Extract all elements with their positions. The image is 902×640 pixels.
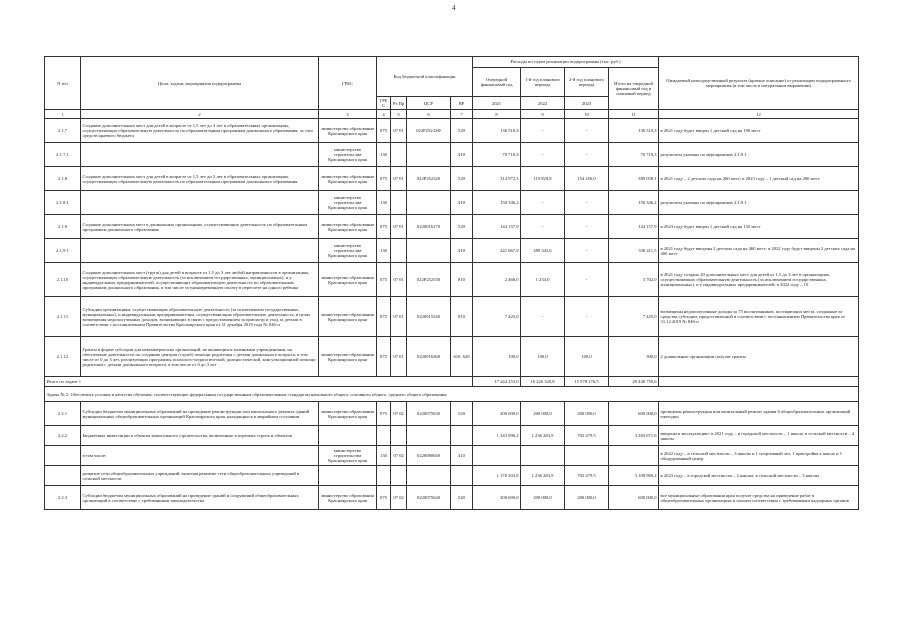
table-row	[45, 167, 859, 191]
cell-vr: 410	[451, 446, 473, 466]
cell-res: проведены реконструкция или капитальный ремонт здания 6 общеобразовательных организаций ежегодно	[659, 402, 859, 426]
cell-g: 075	[377, 337, 391, 377]
cell-goal	[81, 239, 319, 263]
cell-res: введены в эксплуатацию: в 2021 году – в городской местности – 1 школа, в сельской местности – 4 школы	[659, 426, 859, 446]
cell-res: в 2023 году – в городской местности – 2 школы, в сельской местности – 3 школы	[659, 466, 859, 486]
cell-grbs: министерство образования Красноярского края	[319, 297, 377, 337]
cell-res: возмещены недополученные доходы за 75 воспитанников, посещающих места, созданные за средства субсидии, предоставленной в соответствии с постановлением Правительства края от 31.12.2019 № 846-п	[659, 297, 859, 337]
cell-vr: 410	[451, 143, 473, 167]
total-y3: 15 978 176,5	[565, 377, 609, 387]
cell-y3: 154 256,0	[565, 167, 609, 191]
cell-y3: -	[565, 191, 609, 215]
cell-res: в 2021 году – 2 детских сада на 260 мест; в 2023 году – 1 детский сад на 200 мест	[659, 167, 859, 191]
cell-rz: 07 01	[391, 215, 407, 239]
column-numbers-row	[45, 110, 859, 119]
cell-num	[45, 446, 81, 466]
cell-num	[45, 466, 81, 486]
cell-y1	[473, 446, 521, 466]
cell-y3: 702 479,5	[565, 426, 609, 446]
cell-num: 2.1.9.1	[45, 239, 81, 263]
cell-g: 075	[377, 402, 391, 426]
cell-num: 2.2.3	[45, 486, 81, 510]
cell-grbs: министерство образования Красноярского края	[319, 486, 377, 510]
cell-rz	[391, 143, 407, 167]
cell-y2: -	[521, 143, 565, 167]
cell-tot: 70 710,3	[609, 143, 659, 167]
cell-tot: 3 108 969,2	[609, 466, 659, 486]
cell-csr: 0220075630	[407, 402, 451, 426]
cell-y2: 119 829,8	[521, 167, 565, 191]
cell-res: в 2022 году – в сельской местности – 3 школы и 1 спортивный зал, 1 пристройка к школе и 1 оборудованный центр	[659, 446, 859, 466]
cell-res: в 2021 году будет введен 1 детский сад на 190 мест	[659, 119, 859, 143]
cell-g: 075	[377, 215, 391, 239]
cell-goal	[81, 143, 319, 167]
colnum: 6	[407, 110, 451, 119]
header-num: N п/п	[45, 57, 81, 110]
cell-y2: -	[521, 297, 565, 337]
table-row	[45, 297, 859, 337]
cell-y3: 200 000,0	[565, 402, 609, 426]
cell-tot: 7 425,0	[609, 297, 659, 337]
header-year-2021: 2021	[473, 97, 521, 110]
colnum: 8	[473, 110, 521, 119]
cell-vr	[451, 466, 473, 486]
cell-csr	[407, 239, 451, 263]
section-row	[45, 387, 859, 402]
cell-vr: 810	[451, 297, 473, 337]
cell-grbs: министерство образования Красноярского края	[319, 167, 377, 191]
colnum: 3	[319, 110, 377, 119]
cell-g: 130	[377, 143, 391, 167]
cell-vr: 410	[451, 239, 473, 263]
cell-vr: 520	[451, 215, 473, 239]
cell-res: в 2021 году создано 20 дополнительных мест для детей от 1,5 до 3 лет в организациях, осуществляющих образовательную деятельность (за исключением государственных, муниципальных), и у индивидуальных предпринимателей; в 2022 году – 10	[659, 263, 859, 297]
cell-vr: 810	[451, 263, 473, 297]
cell-rz	[391, 191, 407, 215]
cell-vr: 520	[451, 167, 473, 191]
cell-g	[377, 466, 391, 486]
page-number: 4	[452, 4, 456, 12]
table-row	[45, 486, 859, 510]
header-row-top	[45, 57, 859, 68]
cell-y3: 200 000,0	[565, 486, 609, 510]
cell-g: 130	[377, 239, 391, 263]
cell-num: 2.1.7.1	[45, 143, 81, 167]
colnum: 9	[521, 110, 565, 119]
cell-grbs	[319, 466, 377, 486]
cell-grbs: министерство строительства Красноярского края	[319, 143, 377, 167]
cell-goal: Субсидии бюджетам муниципальных образований на проведение реконструкции или капитального ремонта зданий муниципальных общеобразовательных организаций Красноярского края, находящихся в аварийном состоянии	[81, 402, 319, 426]
cell-goal: Гранты в форме субсидии для некоммерческих организаций, не являющихся казенными учреждениями, на обеспечение деятельности по созданию центров (служб) помощи родителям с детьми дошкольного возраста, в том числе от 0 до 3 лет, реализующих программы психолого-педагогической, диагностической, консультационной помощи родителям с детьми дошкольного возраста, в том числе от 0 до 3 лет	[81, 337, 319, 377]
cell-vr: 610, 620	[451, 337, 473, 377]
table-row	[45, 119, 859, 143]
cell-y1: 1 170 203,8	[473, 466, 521, 486]
table-row	[45, 191, 859, 215]
cell-rz: 07 01	[391, 167, 407, 191]
header-current-year: Очередной финансовый год	[473, 68, 521, 97]
cell-g: 075	[377, 486, 391, 510]
cell-y3: -	[565, 143, 609, 167]
total-label: Итого по задаче 1	[45, 377, 473, 387]
cell-rz: 07 01	[391, 119, 407, 143]
table-row	[45, 215, 859, 239]
cell-vr: 520	[451, 402, 473, 426]
cell-csr: 022P252320	[407, 167, 451, 191]
cell-y3: -	[565, 119, 609, 143]
table-row	[45, 402, 859, 426]
cell-g: 075	[377, 263, 391, 297]
total-tot: 49 448 750,6	[609, 377, 659, 387]
cell-num: 2.1.12	[45, 337, 81, 377]
colnum: 11	[609, 110, 659, 119]
cell-csr: 022P25232Ф	[407, 119, 451, 143]
cell-tot: 300,0	[609, 337, 659, 377]
cell-tot: 600 000,0	[609, 486, 659, 510]
header-first-year: 1-й год планового периода	[521, 68, 565, 97]
cell-rz	[391, 426, 407, 446]
cell-tot	[609, 446, 659, 466]
cell-tot: 530 411,5	[609, 239, 659, 263]
cell-goal: в том числе:	[81, 446, 319, 466]
cell-res: результаты указаны по мероприятию 2.1.9.1	[659, 191, 859, 215]
header-expenses: Расходы по годам реализации подпрограммы (тыс. руб.)	[473, 57, 659, 68]
cell-y1: 144 157,9	[473, 215, 521, 239]
header-second-year: 2-й год планового периода	[565, 68, 609, 97]
cell-y1: 100,0	[473, 337, 521, 377]
cell-tot: 600 000,0	[609, 402, 659, 426]
cell-grbs: министерство строительства Красноярского края	[319, 239, 377, 263]
cell-grbs	[319, 426, 377, 446]
cell-num: 2.1.7	[45, 119, 81, 143]
cell-csr: 0220016170	[407, 215, 451, 239]
cell-res: все муниципальные образования края получат средства на приведение работ в общеобразовательных организациях в полном соответствии с требованиями надзорных органов	[659, 486, 859, 510]
cell-y2: 1 236 283,9	[521, 466, 565, 486]
header-year-2023: 2023	[565, 97, 609, 110]
header-total: Итого на очередной финансовый год и плановый период	[609, 68, 659, 110]
table-row	[45, 337, 859, 377]
cell-csr	[407, 191, 451, 215]
cell-rz: 07 02	[391, 486, 407, 510]
cell-res: в 2023 году будет введен 1 детский сад на 135 мест	[659, 215, 859, 239]
cell-grbs: министерство образования Красноярского края	[319, 263, 377, 297]
header-sub-csr: ЦСР	[407, 97, 451, 110]
cell-csr: 022P252530	[407, 263, 451, 297]
total-empty	[659, 377, 859, 387]
table-row	[45, 263, 859, 297]
header-sub-rzpr: Рз Пр	[391, 97, 407, 110]
cell-g: 075	[377, 167, 391, 191]
cell-rz: 07 01	[391, 337, 407, 377]
program-table	[44, 56, 859, 510]
colnum: 10	[565, 110, 609, 119]
total-y1: 17 244 253,0	[473, 377, 521, 387]
cell-g: 130	[377, 191, 391, 215]
cell-num: 2.2.2	[45, 426, 81, 446]
total-row	[45, 377, 859, 387]
colnum: 1	[45, 110, 81, 119]
cell-y2: -	[521, 191, 565, 215]
cell-y2: 100,0	[521, 337, 565, 377]
cell-y1: 200 000,0	[473, 486, 521, 510]
cell-tot: 589 058,1	[609, 167, 659, 191]
table-row	[45, 239, 859, 263]
cell-csr: 0220016360	[407, 337, 451, 377]
cell-grbs: министерство образования Красноярского края	[319, 215, 377, 239]
cell-csr: 0220075640	[407, 486, 451, 510]
cell-y3: -	[565, 263, 609, 297]
cell-num: 2.2.1	[45, 402, 81, 426]
cell-goal: развитие сети общеобразовательных учреждений, включая развитие сети общеобразовательных учреждений в сельской местности	[81, 466, 319, 486]
cell-rz: 07 02	[391, 402, 407, 426]
cell-tot: 3 702,0	[609, 263, 659, 297]
cell-g: 130	[377, 446, 391, 466]
header-sub-grbs: ГРБС	[377, 97, 391, 110]
cell-y1: 1 343 996,2	[473, 426, 521, 446]
table-row	[45, 143, 859, 167]
table-row	[45, 426, 859, 446]
cell-y2: 1 234,0	[521, 263, 565, 297]
cell-y3: -	[565, 239, 609, 263]
cell-y3: -	[565, 297, 609, 337]
header-goal: Цели, задачи, мероприятия подпрограммы	[81, 57, 319, 110]
cell-csr: 0220080040	[407, 446, 451, 466]
header-sub-vr: ВР	[451, 97, 473, 110]
cell-rz	[391, 239, 407, 263]
colnum: 5	[391, 110, 407, 119]
cell-goal: Создание дополнительных мест для детей в возрасте от 1,5 лет до 3 лет в образовательных организациях, осуществляющих образовательную деятельность по образовательным программам дошкольного образования	[81, 167, 319, 191]
cell-rz	[391, 466, 407, 486]
cell-num: 2.1.9	[45, 215, 81, 239]
cell-goal: Создание дополнительных мест в дошкольных организациях, осуществляющих деятельность по образовательным программам дошкольного образования	[81, 215, 319, 239]
cell-num: 2.1.10	[45, 263, 81, 297]
cell-y3: -	[565, 215, 609, 239]
cell-y3: 100,0	[565, 337, 609, 377]
total-y2: 16 226 320,8	[521, 377, 565, 387]
colnum: 4	[377, 110, 391, 119]
cell-csr	[407, 143, 451, 167]
cell-rz: 07 02	[391, 446, 407, 466]
cell-y1: 136 510,3	[473, 119, 521, 143]
cell-vr	[451, 426, 473, 446]
cell-num: 2.1.8.1	[45, 191, 81, 215]
cell-res: 2 дошкольные организации получат гранты	[659, 337, 859, 377]
cell-tot: 3 284 671,6	[609, 426, 659, 446]
cell-y2	[521, 446, 565, 466]
cell-res: результаты указаны по мероприятию 2.1.9.1	[659, 143, 859, 167]
cell-grbs: министерство строительства Красноярского края	[319, 446, 377, 466]
cell-g	[377, 426, 391, 446]
cell-g: 075	[377, 119, 391, 143]
cell-y1: 150 346,2	[473, 191, 521, 215]
cell-grbs: министерство образования Красноярского края	[319, 119, 377, 143]
cell-y1: 314 972,3	[473, 167, 521, 191]
cell-num: 2.1.8	[45, 167, 81, 191]
cell-tot: 144 157,9	[609, 215, 659, 239]
cell-y2: 289 343,6	[521, 239, 565, 263]
cell-res: в 2021 году будут введены 2 детских сада на 460 мест; в 2022 году будут введены 2 детских сада на 400 мест	[659, 239, 859, 263]
cell-y1: 241 067,9	[473, 239, 521, 263]
cell-y1: 200 000,0	[473, 402, 521, 426]
cell-y2: 200 000,0	[521, 402, 565, 426]
cell-y1: 2 468,0	[473, 263, 521, 297]
cell-vr: 410	[451, 191, 473, 215]
cell-vr: 520	[451, 119, 473, 143]
cell-grbs: министерство образования Красноярского края	[319, 402, 377, 426]
cell-tot: 136 510,3	[609, 119, 659, 143]
header-result: Ожидаемый непосредственный результат (краткое описание) от реализации подпрограммного мероприятия (в том числе в натуральном выражении)	[659, 57, 859, 110]
cell-rz: 07 01	[391, 263, 407, 297]
cell-grbs: министерство образования Красноярского края	[319, 337, 377, 377]
header-codes: Код бюджетной классификации	[377, 57, 473, 97]
cell-y2: 1 236 283,9	[521, 426, 565, 446]
cell-num: 2.1.11	[45, 297, 81, 337]
cell-csr	[407, 466, 451, 486]
cell-y3	[565, 446, 609, 466]
colnum: 7	[451, 110, 473, 119]
cell-y1: 70 710,3	[473, 143, 521, 167]
cell-y3: 702 479,5	[565, 466, 609, 486]
cell-goal: Бюджетные инвестиции в объекты капитального строительства, включенные в перечень строек и объектов	[81, 426, 319, 446]
cell-goal: Создание дополнительных мест для детей в возрасте от 1,5 лет до 3 лет в образовательных организациях, осуществляющих образовательную деятельность по образовательным программам дошкольного образования, за счет средств краевого бюджета	[81, 119, 319, 143]
header-grbs: ГРБС	[319, 57, 377, 110]
cell-vr: 520	[451, 486, 473, 510]
cell-tot: 150 346,2	[609, 191, 659, 215]
table-row	[45, 466, 859, 486]
cell-csr	[407, 426, 451, 446]
cell-goal: Субсидии бюджетам муниципальных образований на проведение зданий и сооружений общеобразовательных организаций в соответствие с требованиями законодательства	[81, 486, 319, 510]
cell-goal: Субсидии организациям, осуществляющим образовательную деятельность (за исключением государственных, муниципальных), и индивидуальным предпринимателям, осуществляющим образовательную деятельность, в целях возмещения недополученных доходов, возникающих в связи с предоставлением за присмотр и уход за детьми в соответствии с постановлением Правительства Красноярского края от 31 декабря 2019 года № 846-п	[81, 297, 319, 337]
cell-y2: -	[521, 119, 565, 143]
table-row	[45, 446, 859, 466]
cell-g: 075	[377, 297, 391, 337]
cell-rz: 07 01	[391, 297, 407, 337]
colnum: 2	[81, 110, 319, 119]
header-year-2022: 2022	[521, 97, 565, 110]
cell-y2: 200 000,0	[521, 486, 565, 510]
cell-goal	[81, 191, 319, 215]
cell-grbs: министерство строительства Красноярского края	[319, 191, 377, 215]
cell-csr: 0220015540	[407, 297, 451, 337]
colnum: 12	[659, 110, 859, 119]
cell-y1: 7 425,0	[473, 297, 521, 337]
cell-y2: -	[521, 215, 565, 239]
section-title: Задача № 2. Обеспечить условия и качество обучения, соответствующие федеральным государственным образовательным стандартам начального общего, основного общего, среднего общего образования	[45, 387, 859, 402]
cell-goal: Создание дополнительных мест (групп) для детей в возрасте от 1,5 до 3 лет любой направленности в организациях, осуществляющих образовательную деятельность (за исключением государственных, муниципальных), и у индивидуальных предпринимателей, осуществляющих образовательную деятельность по образовательным программам дошкольного образования, в том числе за единовременную оплату в пересчете на одного ребенка	[81, 263, 319, 297]
